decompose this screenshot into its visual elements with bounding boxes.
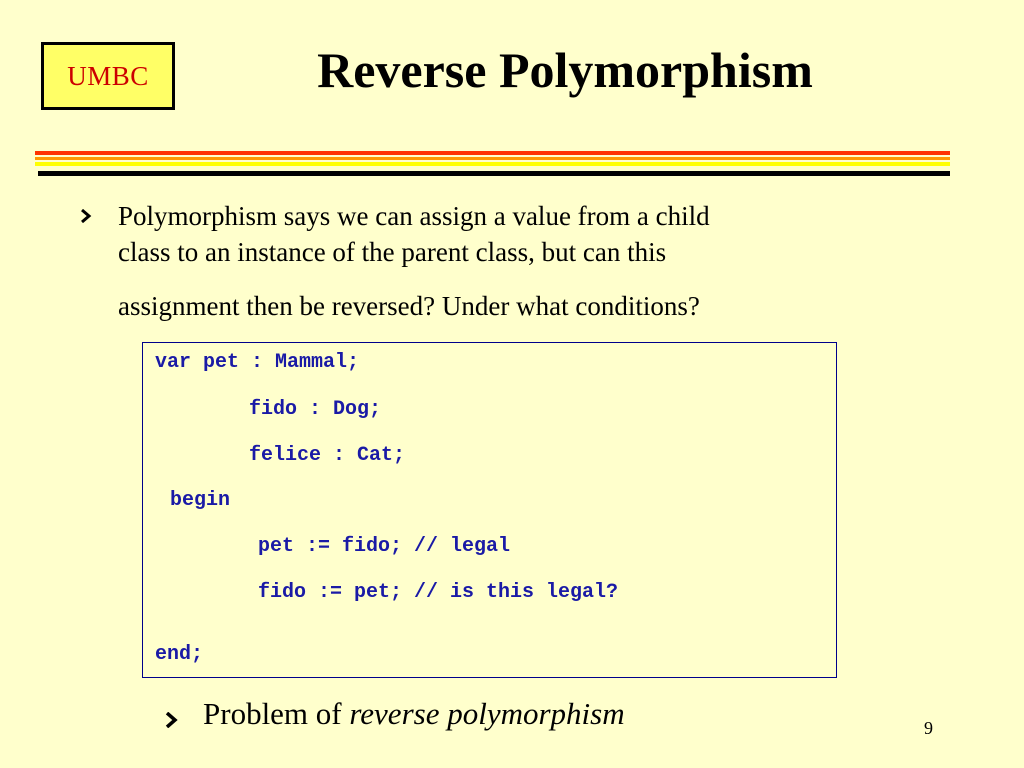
bullet-problem [165,694,625,742]
divider-black [38,171,950,176]
code-block [142,342,837,678]
page-number: 9 [924,718,933,738]
bullet-text-line: class to an instance of the parent class, but can this [118,237,667,267]
divider-yellow [35,162,950,166]
chevron-right-icon [80,199,110,325]
code-line: pet := fido; // legal [258,535,511,558]
code-line: felice : Cat; [249,444,406,467]
umbc-logo [41,42,175,110]
bullet-text [203,694,625,742]
chevron-right-icon [165,694,203,742]
code-line: var pet : Mammal; [155,351,360,374]
divider-orange [35,157,950,160]
logo-text: UMBC [67,60,149,91]
code-line: fido := pet; // is this legal? [258,581,619,604]
bullet-emphasis: reverse polymorphism [349,696,625,731]
code-line: end; [155,643,204,666]
divider-red [35,151,950,155]
bullet-text [118,199,878,325]
slide-title: Reverse Polymorphism [317,42,813,98]
code-line: fido : Dog; [249,398,382,421]
bullet-text-line: Polymorphism says we can assign a value from a child [118,201,710,231]
code-line: begin [170,489,231,512]
bullet-prefix: Problem of [203,696,350,731]
bullet-text-line: assignment then be reversed? Under what conditions? [118,291,700,321]
bullet-polymorphism [80,199,880,325]
